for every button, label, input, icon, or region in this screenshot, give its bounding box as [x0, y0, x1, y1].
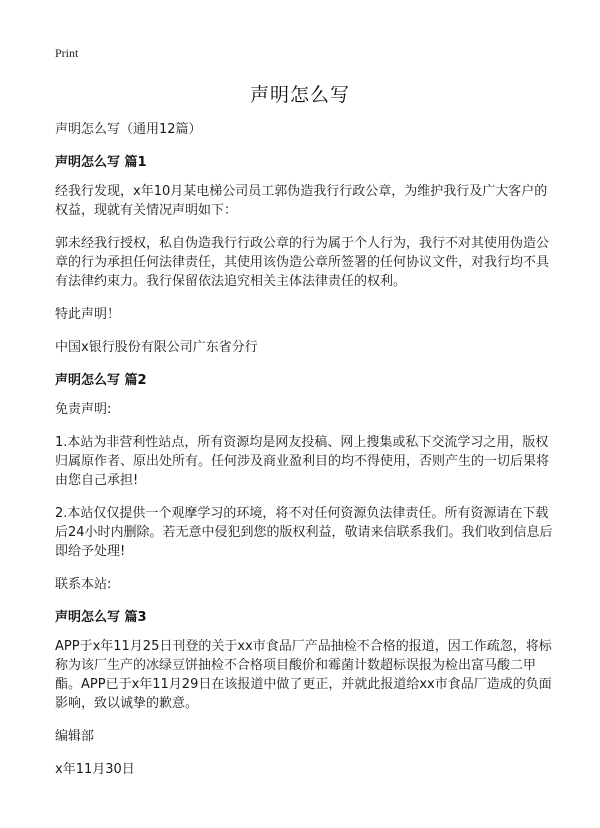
section-1-paragraph-2: 郭未经我行授权，私自伪造我行行政公章的行为属于个人行为，我行不对其使用伪造公章的行为承担任何法律责任，其使用该伪造公章所签署的任何协议文件，对我行均不具有法律约束力。我行保留依法追究相关主体法律责任的权利。 — [55, 236, 550, 289]
section-3-paragraph-3: x年11月30日 — [55, 762, 135, 777]
document-body — [55, 120, 555, 779]
section-1-paragraph-1: 经我行发现，x年10月某电梯公司员工郭伪造我行行政公章，为维护我行及广大客户的权益，现就有关情况声明如下： — [55, 184, 548, 218]
section-1-paragraph-3: 特此声明！ — [55, 307, 121, 322]
section-2-paragraph-4: 联系本站: — [55, 577, 112, 592]
section-2-paragraph-3: 2.本站仅仅提供一个观摩学习的环境，将不对任何资源负法律责任。所有资源请在下载后24小时内删除。若无意中侵犯到您的版权利益，敬请来信联系我们。我们收到信息后即给予处理! — [55, 506, 553, 559]
section-heading-1: 声明怎么写 篇1 — [55, 155, 147, 170]
document-subtitle: 声明怎么写（通用12篇） — [55, 122, 202, 137]
section-2-paragraph-1: 免责声明: — [55, 402, 112, 417]
section-1-paragraph-4: 中国x银行股份有限公司广东省分行 — [55, 340, 258, 355]
page-title: 声明怎么写 — [249, 84, 350, 106]
section-3-paragraph-2: 编辑部 — [55, 729, 95, 744]
section-3-paragraph-1: APP于x年11月25日刊登的关于xx市食品厂产品抽检不合格的报道，因工作疏忽，将标称为该厂生产的冰绿豆饼抽检不合格项目酸价和霉菌计数超标误报为检出富马酸二甲酯。APP已于x年11月29日在该报道中做了更正，并就此报道给xx市食品厂造成的负面影响，致以诚挚的歉意。 — [55, 639, 552, 711]
print-label: Print — [55, 46, 79, 60]
section-2-paragraph-2: 1.本站为非营利性站点，所有资源均是网友投稿、网上搜集或私下交流学习之用，版权归属原作者、原出处所有。任何涉及商业盈利目的均不得使用，否则产生的一切后果将由您自己承担! — [55, 435, 550, 488]
section-heading-3: 声明怎么写 篇3 — [55, 610, 147, 625]
section-heading-2: 声明怎么写 篇2 — [55, 373, 147, 388]
